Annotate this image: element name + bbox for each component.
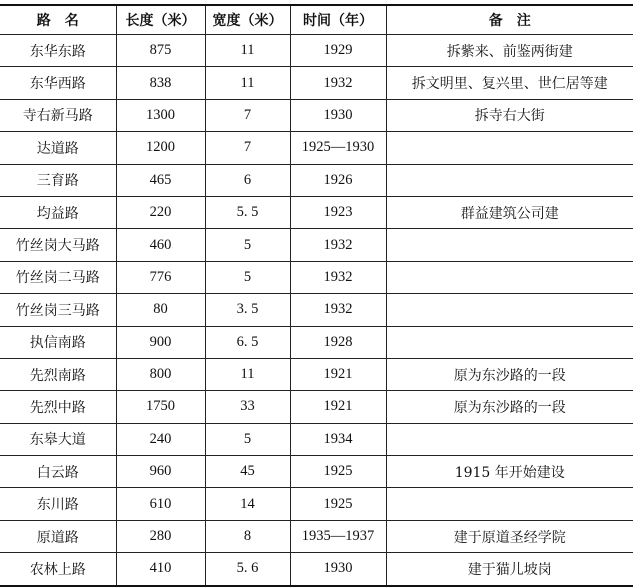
cell-width: 7 bbox=[205, 99, 290, 131]
cell-time: 1932 bbox=[290, 294, 386, 326]
cell-time: 1930 bbox=[290, 99, 386, 131]
cell-length: 460 bbox=[116, 229, 205, 261]
cell-time: 1925 bbox=[290, 488, 386, 520]
cell-width: 5. 6 bbox=[205, 553, 290, 586]
cell-note: 拆紫来、前鉴两街建 bbox=[386, 35, 633, 67]
cell-width: 11 bbox=[205, 35, 290, 67]
cell-note bbox=[386, 423, 633, 455]
table-row bbox=[0, 520, 633, 552]
header-note: 备 注 bbox=[386, 5, 633, 35]
cell-width: 8 bbox=[205, 520, 290, 552]
cell-note: 建于原道圣经学院 bbox=[386, 520, 633, 552]
table-row bbox=[0, 456, 633, 488]
cell-name: 东川路 bbox=[0, 488, 116, 520]
cell-note: 拆文明里、复兴里、世仁居等建 bbox=[386, 67, 633, 99]
table-row bbox=[0, 391, 633, 423]
cell-name: 东华西路 bbox=[0, 67, 116, 99]
cell-length: 875 bbox=[116, 35, 205, 67]
cell-length: 960 bbox=[116, 456, 205, 488]
table-row bbox=[0, 99, 633, 131]
cell-width: 11 bbox=[205, 358, 290, 390]
table-row bbox=[0, 132, 633, 164]
cell-time: 1930 bbox=[290, 553, 386, 586]
cell-note bbox=[386, 294, 633, 326]
cell-width: 6 bbox=[205, 164, 290, 196]
cell-length: 1750 bbox=[116, 391, 205, 423]
cell-width: 45 bbox=[205, 456, 290, 488]
cell-name: 白云路 bbox=[0, 456, 116, 488]
header-length: 长度（米） bbox=[116, 5, 205, 35]
cell-width: 14 bbox=[205, 488, 290, 520]
cell-width: 11 bbox=[205, 67, 290, 99]
cell-length: 280 bbox=[116, 520, 205, 552]
cell-time: 1923 bbox=[290, 196, 386, 228]
cell-name: 先烈中路 bbox=[0, 391, 116, 423]
cell-length: 240 bbox=[116, 423, 205, 455]
cell-length: 220 bbox=[116, 196, 205, 228]
cell-name: 竹丝岗大马路 bbox=[0, 229, 116, 261]
cell-name: 先烈南路 bbox=[0, 358, 116, 390]
cell-time: 1925 bbox=[290, 456, 386, 488]
cell-note bbox=[386, 229, 633, 261]
cell-time: 1934 bbox=[290, 423, 386, 455]
cell-note: 1915 年开始建设 bbox=[386, 456, 633, 488]
table-row bbox=[0, 326, 633, 358]
table-row bbox=[0, 229, 633, 261]
cell-time: 1932 bbox=[290, 261, 386, 293]
cell-time: 1925—1930 bbox=[290, 132, 386, 164]
cell-name: 农林上路 bbox=[0, 553, 116, 586]
cell-time: 1921 bbox=[290, 391, 386, 423]
table-body bbox=[0, 35, 633, 586]
cell-width: 5 bbox=[205, 423, 290, 455]
cell-name: 执信南路 bbox=[0, 326, 116, 358]
cell-name: 竹丝岗三马路 bbox=[0, 294, 116, 326]
cell-width: 3. 5 bbox=[205, 294, 290, 326]
table-row bbox=[0, 35, 633, 67]
cell-note bbox=[386, 326, 633, 358]
table-row bbox=[0, 358, 633, 390]
cell-width: 5 bbox=[205, 261, 290, 293]
table-row bbox=[0, 294, 633, 326]
cell-length: 1200 bbox=[116, 132, 205, 164]
table-row bbox=[0, 488, 633, 520]
cell-time: 1935—1937 bbox=[290, 520, 386, 552]
cell-note: 拆寺右大街 bbox=[386, 99, 633, 131]
cell-width: 5. 5 bbox=[205, 196, 290, 228]
cell-name: 三育路 bbox=[0, 164, 116, 196]
cell-length: 800 bbox=[116, 358, 205, 390]
cell-note: 原为东沙路的一段 bbox=[386, 358, 633, 390]
table-row bbox=[0, 553, 633, 586]
table-row bbox=[0, 423, 633, 455]
cell-note bbox=[386, 132, 633, 164]
cell-time: 1929 bbox=[290, 35, 386, 67]
cell-name: 东华东路 bbox=[0, 35, 116, 67]
road-table-container bbox=[0, 4, 633, 587]
cell-note: 原为东沙路的一段 bbox=[386, 391, 633, 423]
cell-note: 群益建筑公司建 bbox=[386, 196, 633, 228]
cell-width: 33 bbox=[205, 391, 290, 423]
cell-length: 80 bbox=[116, 294, 205, 326]
cell-note bbox=[386, 488, 633, 520]
cell-width: 6. 5 bbox=[205, 326, 290, 358]
header-name: 路 名 bbox=[0, 5, 116, 35]
cell-time: 1921 bbox=[290, 358, 386, 390]
cell-name: 达道路 bbox=[0, 132, 116, 164]
cell-name: 均益路 bbox=[0, 196, 116, 228]
cell-time: 1926 bbox=[290, 164, 386, 196]
cell-name: 寺右新马路 bbox=[0, 99, 116, 131]
cell-name: 东皋大道 bbox=[0, 423, 116, 455]
cell-note bbox=[386, 164, 633, 196]
cell-width: 5 bbox=[205, 229, 290, 261]
cell-length: 465 bbox=[116, 164, 205, 196]
table-header-row bbox=[0, 5, 633, 35]
cell-length: 610 bbox=[116, 488, 205, 520]
cell-time: 1928 bbox=[290, 326, 386, 358]
table-row bbox=[0, 196, 633, 228]
cell-length: 410 bbox=[116, 553, 205, 586]
cell-length: 900 bbox=[116, 326, 205, 358]
cell-width: 7 bbox=[205, 132, 290, 164]
cell-name: 原道路 bbox=[0, 520, 116, 552]
header-time: 时间（年） bbox=[290, 5, 386, 35]
cell-length: 776 bbox=[116, 261, 205, 293]
cell-note bbox=[386, 261, 633, 293]
cell-time: 1932 bbox=[290, 229, 386, 261]
table-row bbox=[0, 164, 633, 196]
cell-note: 建于猫儿坡岗 bbox=[386, 553, 633, 586]
cell-name: 竹丝岗二马路 bbox=[0, 261, 116, 293]
cell-length: 1300 bbox=[116, 99, 205, 131]
header-width: 宽度（米） bbox=[205, 5, 290, 35]
table-row bbox=[0, 261, 633, 293]
cell-length: 838 bbox=[116, 67, 205, 99]
road-table bbox=[0, 4, 633, 587]
table-row bbox=[0, 67, 633, 99]
cell-time: 1932 bbox=[290, 67, 386, 99]
